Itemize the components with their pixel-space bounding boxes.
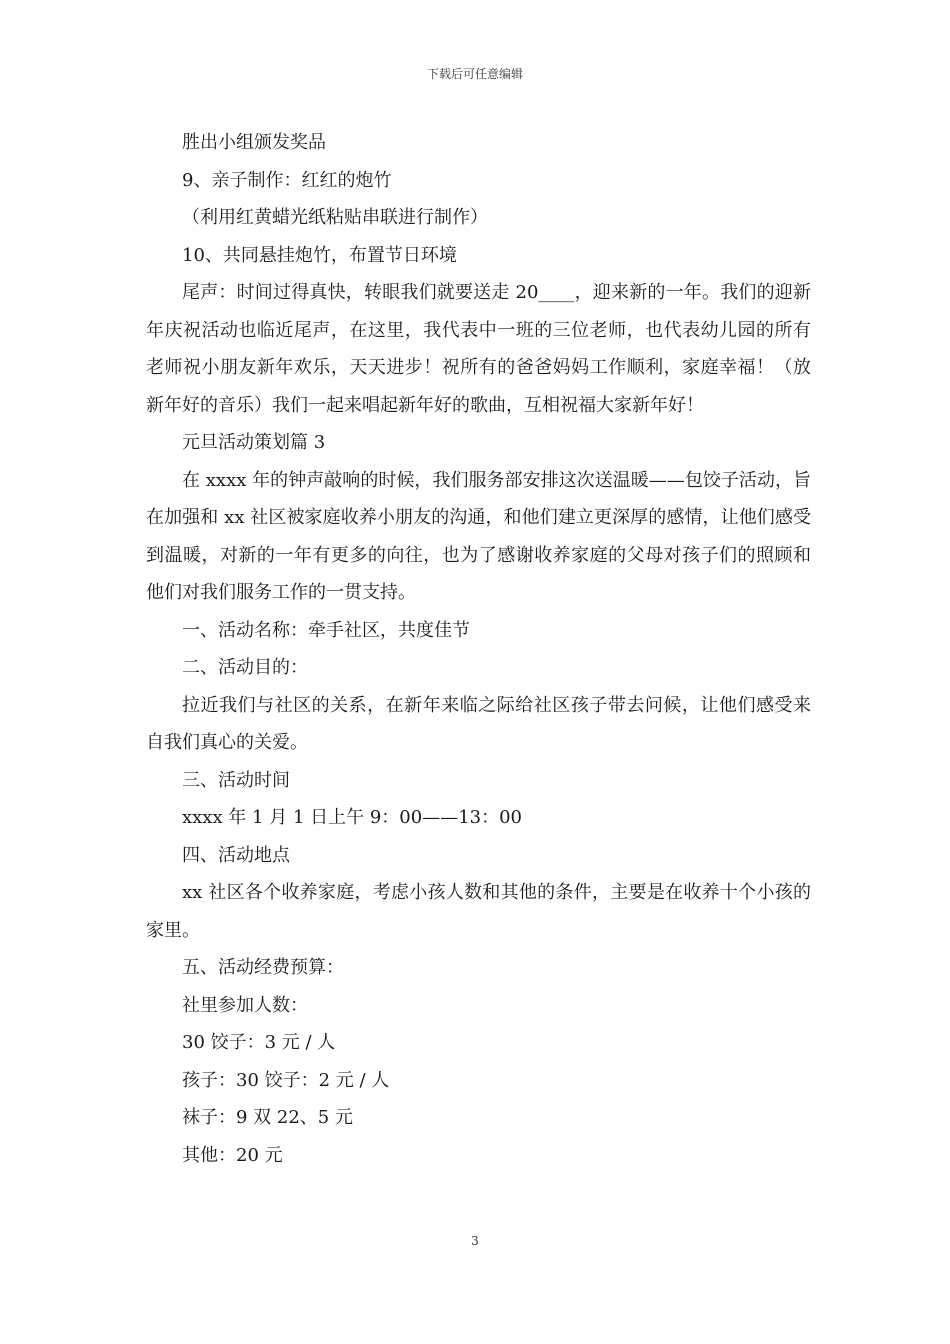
- list-item: 10、共同悬挂炮竹，布置节日环境: [182, 244, 457, 266]
- document-body: [146, 124, 811, 1174]
- budget-line: 其他：20 元: [182, 1144, 283, 1166]
- paragraph: 拉近我们与社区的关系，在新年来临之际给社区孩子带去问候，让他们感受来自我们真心的关爱。: [146, 694, 811, 753]
- section-heading: 二、活动目的：: [182, 657, 308, 678]
- section-heading: 元旦活动策划篇 3: [182, 432, 326, 453]
- section-heading: 三、活动时间: [182, 769, 290, 791]
- paragraph: 在 xxxx 年的钟声敲响的时候，我们服务部安排这次送温暖——包饺子活动，旨在加强和 xx 社区被家庭收养小朋友的沟通，和他们建立更深厚的感情，让他们感受到温暖，对新的一年有更多的向往，也为了感谢收养家庭的父母对孩子们的照顾和他们对我们服务工作的一贯支持。: [146, 469, 811, 603]
- paragraph: xxxx 年 1 月 1 日上午 9：00——13：00: [182, 807, 523, 828]
- budget-line: 袜子：9 双 22、5 元: [182, 1107, 353, 1128]
- paragraph: xx 社区各个收养家庭，考虑小孩人数和其他的条件，主要是在收养十个小孩的家里。: [146, 882, 811, 941]
- paragraph: 尾声：时间过得真快，转眼我们就要送走 20____，迎来新的一年。我们的迎新年庆祝活动也临近尾声，在这里，我代表中一班的三位老师，也代表幼儿园的所有老师祝小朋友新年欢乐，天天进步！祝所有的爸爸妈妈工作顺利，家庭幸福！（放新年好的音乐）我们一起来唱起新年好的歌曲，互相祝福大家新年好！: [146, 282, 811, 416]
- page-header: 下载后可任意编辑: [426, 67, 523, 81]
- budget-line: 30 饺子：3 元 / 人: [182, 1032, 336, 1053]
- budget-line: 社里参加人数：: [182, 994, 308, 1016]
- paragraph: （利用红黄蜡光纸粘贴串联进行制作）: [182, 207, 488, 228]
- paragraph: 胜出小组颁发奖品: [182, 132, 326, 153]
- section-heading: 一、活动名称：牵手社区，共度佳节: [182, 619, 470, 641]
- page-number: 3: [471, 1234, 479, 1248]
- budget-line: 孩子：30 饺子：2 元 / 人: [182, 1069, 390, 1091]
- section-heading: 四、活动地点: [182, 844, 290, 866]
- list-item: 9、亲子制作：红红的炮竹: [182, 169, 392, 191]
- section-heading: 五、活动经费预算：: [182, 957, 344, 978]
